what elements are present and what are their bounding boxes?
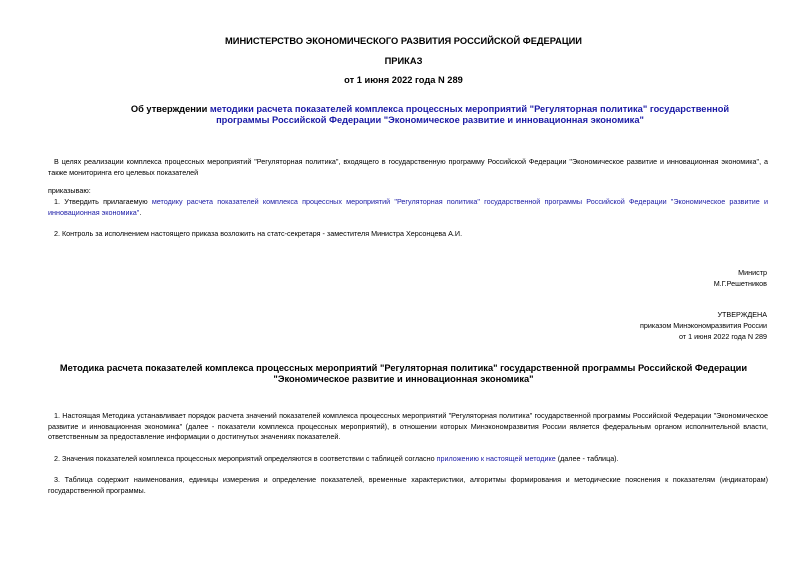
- doc-type-heading: ПРИКАЗ: [384, 56, 423, 66]
- order-item-1: [48, 197, 768, 218]
- order-title: [110, 104, 750, 126]
- methodology-link[interactable]: методику расчета показателей комплекса процессных мероприятий "Регуляторная политика" государственной программы Российской Федерации "Экономическое развитие и инновационная экономика": [48, 197, 768, 217]
- doc-date-number: от 1 июня 2022 года N 289: [344, 75, 463, 85]
- appendix-link[interactable]: приложению к настоящей методике: [436, 454, 556, 463]
- signature-name: М.Г.Решетников: [713, 279, 767, 288]
- approval-stamp: УТВЕРЖДЕНА: [717, 310, 767, 319]
- methodology-title-line-2: "Экономическое развитие и инновационная экономика": [273, 374, 534, 384]
- order-item-2: 2. Контроль за исполнением настоящего приказа возложить на статс-секретаря - заместителя Министра Херсонцева А.И.: [54, 229, 463, 238]
- methodology-paragraph-1: 1. Настоящая Методика устанавливает порядок расчета значений показателей комплекса процессных мероприятий "Регуляторная политика" государственной программы Российской Федерации "Экономическое развитие и инновационная экономика" (далее - показатели комплекса процессных мероприятий), в отношении которых Минэкономразвития России является федеральным органом исполнительной власти, ответственным за предоставление информации о достигнутых значениях показателей.: [48, 411, 768, 441]
- methodology-title-line-1: Методика расчета показателей комплекса процессных мероприятий "Регуляторная политика" государственной программы Российской Федерации: [59, 363, 748, 373]
- intro-paragraph: В целях реализации комплекса процессных мероприятий "Регуляторная политика", входящего в государственную программу Российской Федерации "Экономическое развитие и инновационная экономика", а также мониторинга его целевых показателей: [48, 157, 768, 177]
- order-item-1-suffix: .: [139, 207, 142, 217]
- ministry-heading: МИНИСТЕРСТВО ЭКОНОМИЧЕСКОГО РАЗВИТИЯ РОССИЙСКОЙ ФЕДЕРАЦИИ: [225, 36, 582, 46]
- approval-date: от 1 июня 2022 года N 289: [678, 332, 767, 341]
- order-title-prefix: Об утверждении: [130, 104, 210, 114]
- methodology-paragraph-3: 3. Таблица содержит наименования, единицы измерения и определение показателей, временные характеристики, алгоритмы формирования и методические пояснения к показателям (индикаторам) государственной программы.: [48, 475, 768, 495]
- paragraph-2-prefix: 2. Значения показателей комплекса процессных мероприятий определяются в соответствии с таблицей согласно: [54, 454, 437, 463]
- paragraph-2-suffix: (далее - таблица).: [555, 454, 619, 463]
- signature-position: Министр: [738, 268, 767, 277]
- approval-by-order: приказом Минэкономразвития России: [640, 321, 767, 330]
- order-item-1-prefix: 1. Утвердить прилагаемую: [54, 197, 152, 206]
- order-word: приказываю:: [48, 186, 91, 195]
- order-title-link[interactable]: методики расчета показателей комплекса процессных мероприятий "Регуляторная политика" государственной программы Российской Федерации "Экономическое развитие и инновационная экономика": [209, 104, 730, 125]
- methodology-paragraph-2: [54, 454, 619, 465]
